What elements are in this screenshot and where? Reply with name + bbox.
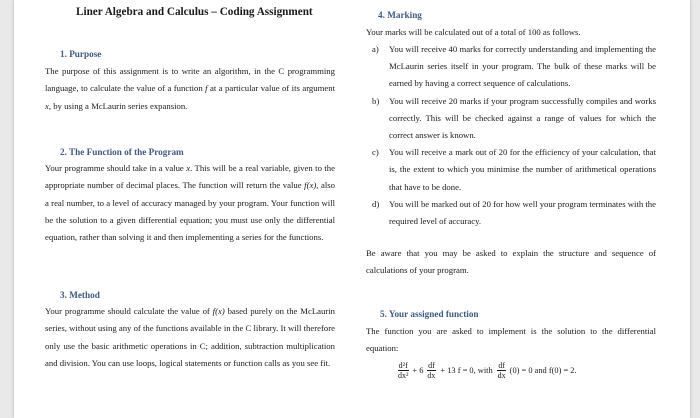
initial-condition-fraction <box>497 361 507 380</box>
function-text-c: , also a real number, to a level of accuracy managed by your program. Your function will be the solution to a given differential equation; you must use only the differential equation, rather than solving it and then implementing a series for the functions. <box>45 180 335 243</box>
fraction-numerator: df <box>498 361 505 370</box>
marking-item-a <box>366 41 656 93</box>
marking-list <box>366 41 656 230</box>
marking-item-text: You will receive a mark out of 20 for the efficiency of your calculation, that is, the extent to which you minimise the number of arithmetical operations that have to be done. <box>389 147 656 192</box>
equation-coefficient: + 6 <box>412 366 424 375</box>
first-derivative-fraction <box>426 361 436 380</box>
marking-intro: Your marks will be calculated out of a total of 100 as follows. <box>366 27 581 37</box>
document-page <box>14 0 690 418</box>
marking-item-text: You will be marked out of 20 for how well your program terminates with the required level of accuracy. <box>389 198 656 227</box>
purpose-text-c: , by using a McLaurin series expansion. <box>48 100 188 111</box>
fraction-numerator: df <box>428 361 435 370</box>
method-var-fx: f(x) <box>212 306 225 316</box>
purpose-text-b: at a particular value of its argument <box>207 83 335 94</box>
assigned-function-heading: 5. Your assigned function <box>380 309 479 319</box>
marking-heading: 4. Marking <box>378 10 422 20</box>
second-derivative-fraction <box>397 361 409 380</box>
marking-item-text: You will receive 20 marks if your program successfully compiles and works correctly. This will be checked against a range of values for which the correct answer is known. <box>389 95 656 141</box>
marking-item-b <box>366 93 656 145</box>
purpose-heading: 1. Purpose <box>60 49 102 59</box>
equation-term: + 13 f = 0, with <box>440 366 493 375</box>
differential-equation <box>396 361 577 380</box>
fraction-denominator: dx <box>497 371 506 380</box>
marking-item-label: b) <box>372 95 380 106</box>
fraction-denominator: dx <box>427 371 436 380</box>
marking-item-label: a) <box>372 44 379 54</box>
purpose-var-x: x <box>45 100 49 111</box>
method-text-b: based purely on the McLaurin series, without using any of the functions available in the C library. It will therefore only use the basic arithmetic operations in C; addition, subtraction multiplication and division. You can use loops, logical statements or function calls as you see fit. <box>45 306 335 368</box>
fraction-numerator: d²f <box>398 361 408 370</box>
function-heading: 2. The Function of the Program <box>60 147 184 157</box>
marking-item-d <box>366 196 656 230</box>
function-text-b: . This will be a real variable, given to the appropriate number of decimal places. The function will return the value <box>45 163 335 191</box>
method-text-a: Your programme should calculate the value of <box>45 306 213 316</box>
function-paragraph <box>45 160 335 246</box>
marking-item-label: c) <box>372 147 379 158</box>
marking-item-label: d) <box>372 198 380 209</box>
function-text-a: Your programme should take in a value <box>45 163 187 173</box>
method-paragraph <box>45 303 335 372</box>
marking-closing: Be aware that you may be asked to explain the structure and sequence of calculations of your program. <box>366 248 656 276</box>
function-var-x: x <box>186 163 191 173</box>
purpose-var-f: f <box>205 83 208 94</box>
document-title: Liner Algebra and Calculus – Coding Assignment <box>76 6 313 18</box>
assigned-function-intro: The function you are asked to implement is the solution to the differential equation: <box>366 326 656 354</box>
marking-item-c <box>366 144 656 196</box>
fraction-denominator: dx² <box>398 371 409 380</box>
initial-conditions: (0) = 0 and f(0) = 2. <box>509 366 577 375</box>
method-heading: 3. Method <box>60 290 100 300</box>
marking-item-text: You will receive 40 marks for correctly understanding and implementing the McLaurin series itself in your program. The bulk of these marks will be earned by having a correct sequence of calculations. <box>389 44 656 89</box>
function-var-fx: f(x) <box>304 180 317 191</box>
purpose-paragraph <box>45 63 335 115</box>
purpose-text-a: The purpose of this assignment is to write an algorithm, in the C programming language, to calculate the value of a function <box>45 66 335 94</box>
